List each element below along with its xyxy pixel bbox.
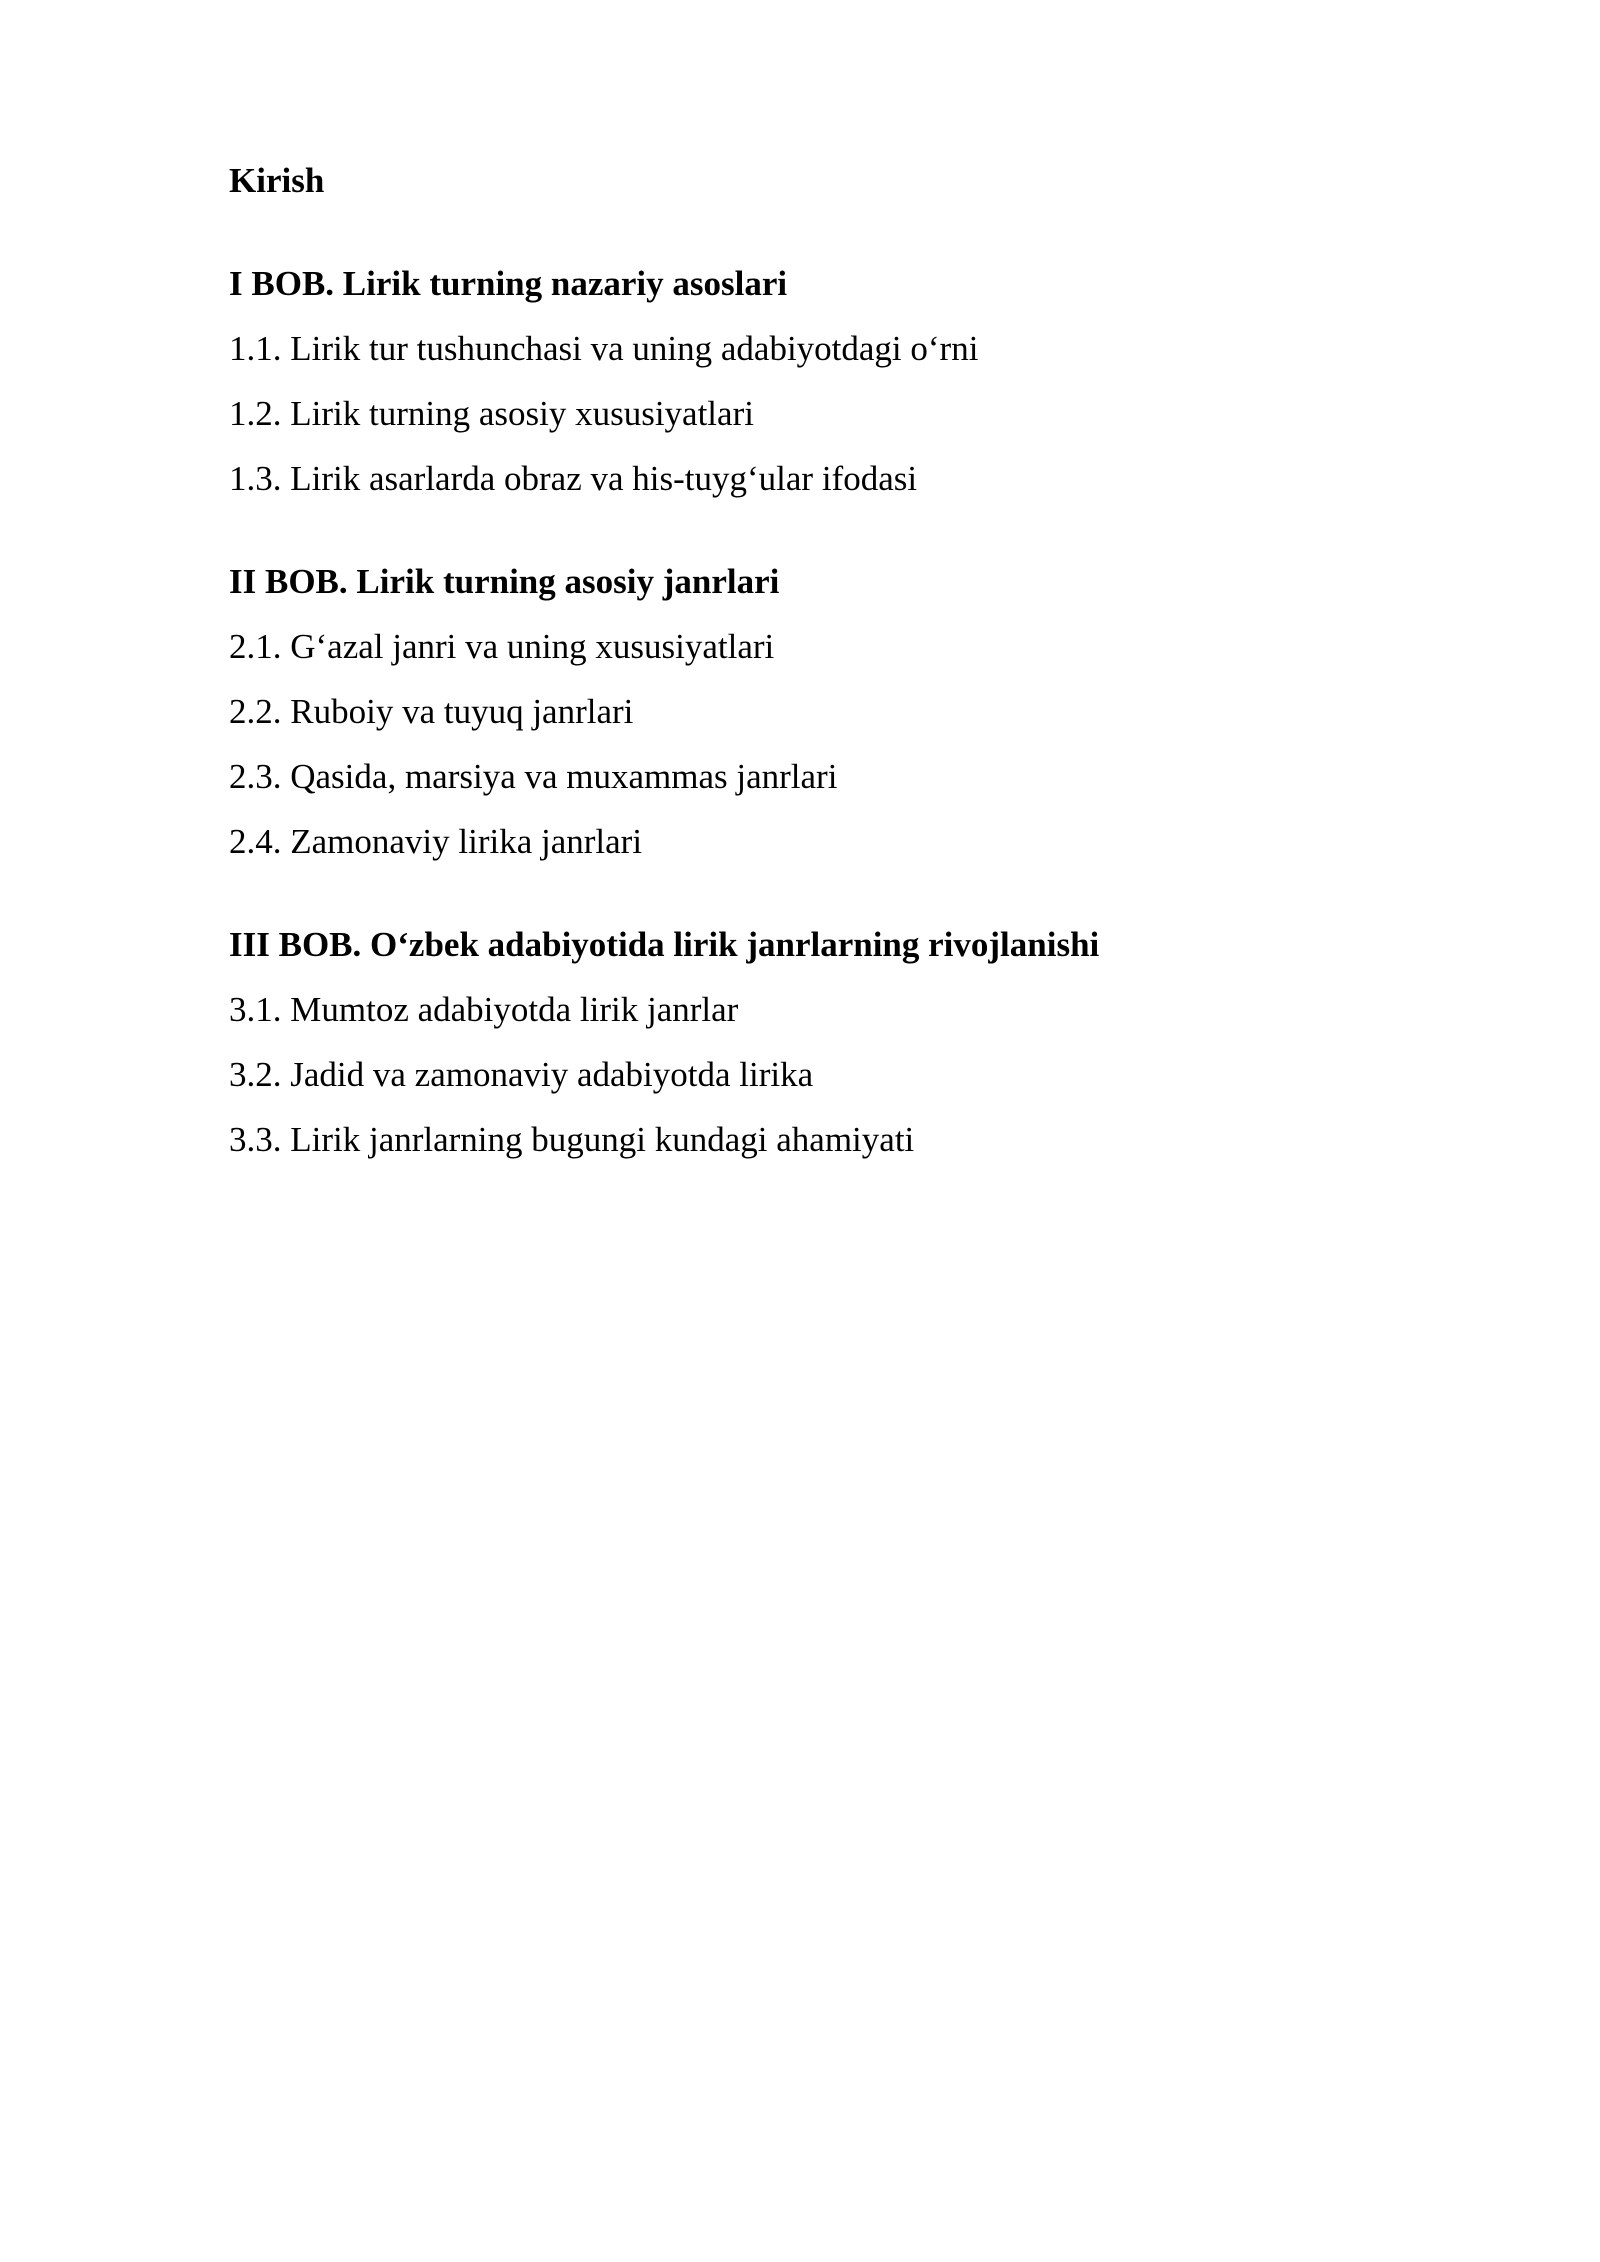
toc-item: 1.1. Lirik tur tushunchasi va uning adabiyotdagi o‘rni bbox=[229, 329, 979, 368]
chapter-3 bbox=[229, 912, 1429, 1172]
toc-item: 2.1. G‘azal janri va uning xususiyatlari bbox=[229, 627, 775, 666]
toc-item: 2.3. Qasida, marsiya va muxammas janrlari bbox=[229, 757, 838, 796]
chapter-title: II BOB. Lirik turning asosiy janrlari bbox=[229, 562, 780, 601]
toc-item: 2.4. Zamonaviy lirika janrlari bbox=[229, 822, 643, 861]
toc-item: 1.2. Lirik turning asosiy xususiyatlari bbox=[229, 394, 754, 433]
chapter-2 bbox=[229, 549, 1429, 874]
toc-item: 1.3. Lirik asarlarda obraz va his-tuyg‘ular ifodasi bbox=[229, 459, 918, 498]
table-of-contents bbox=[229, 148, 1429, 1172]
chapter-title: III BOB. O‘zbek adabiyotida lirik janrlarning rivojlanishi bbox=[229, 925, 1100, 964]
toc-item: 3.2. Jadid va zamonaviy adabiyotda lirika bbox=[229, 1055, 814, 1094]
toc-item: 2.2. Ruboiy va tuyuq janrlari bbox=[229, 692, 634, 731]
toc-item: 3.3. Lirik janrlarning bugungi kundagi ahamiyati bbox=[229, 1120, 915, 1159]
chapter-title: I BOB. Lirik turning nazariy asoslari bbox=[229, 264, 788, 303]
chapter-1 bbox=[229, 251, 1429, 511]
toc-item: 3.1. Mumtoz adabiyotda lirik janrlar bbox=[229, 990, 739, 1029]
intro-heading: Kirish bbox=[229, 161, 325, 200]
